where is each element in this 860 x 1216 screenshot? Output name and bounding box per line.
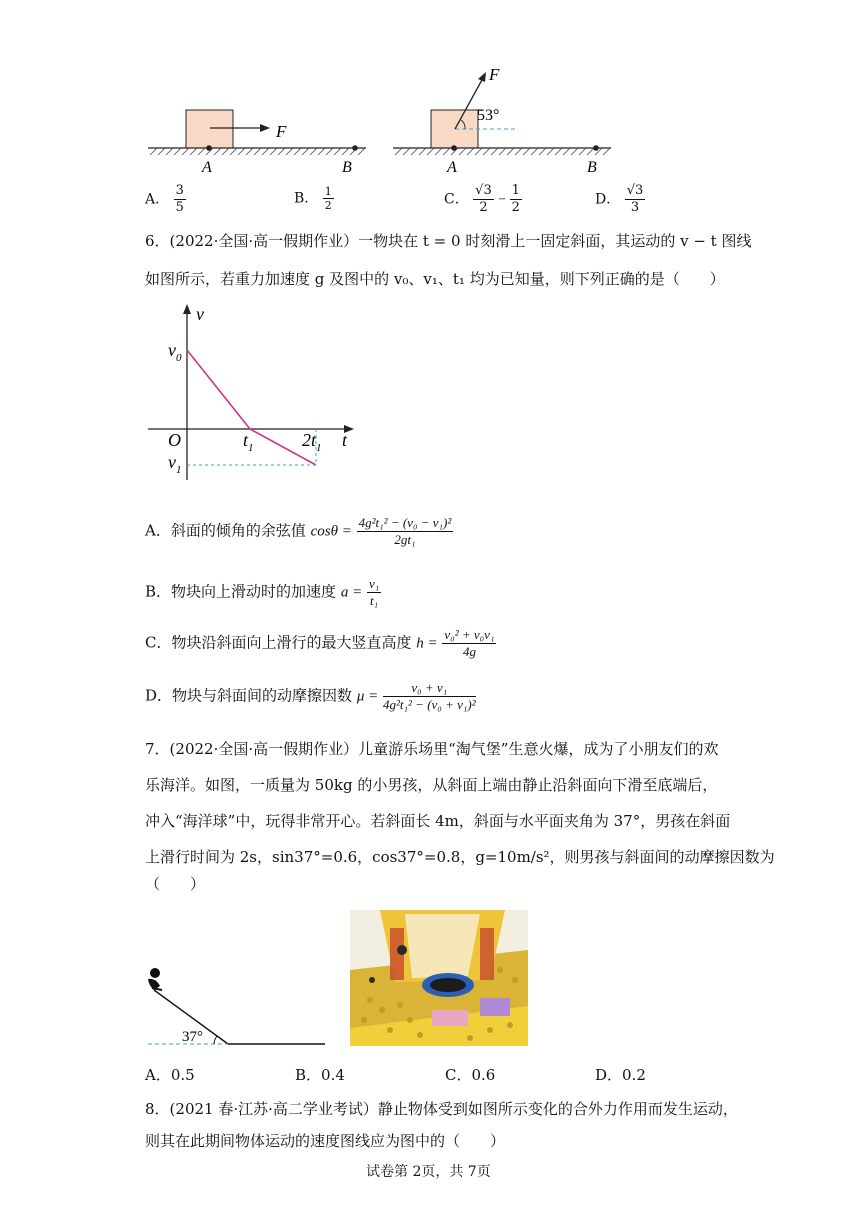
point-a-label: A <box>447 159 457 176</box>
origin-label: O <box>168 430 181 450</box>
option-c[interactable]: C． $\frac{√3}{2}$ − $\frac{1}{2}$ <box>444 183 520 215</box>
option-d[interactable]: D． $\frac{√3}{3}$ <box>595 183 644 215</box>
point-b-label: B <box>342 159 352 176</box>
v0-label: $v_0$ <box>168 340 182 364</box>
page-footer: 试卷第 2页，共 7页 <box>366 1164 491 1180</box>
q7-stem-line4: 上滑行时间为 2s，sin37°=0.6，cos37°=0.8，g=10m/s²，则男孩与斜面间的动摩擦因数为 <box>145 848 775 866</box>
vt-graph <box>140 300 370 485</box>
q6-option-d[interactable]: D．物块与斜面间的动摩擦因数 μ = $\frac{\text{v₀ + v₁}}{\text{4g²t₁² − (v₀ + v₁)²}}$ <box>145 680 476 712</box>
q7-stem-line2: 乐海洋。如图，一质量为 50kg 的小男孩，从斜面上端由静止沿斜面向下滑至底端后， <box>145 776 718 794</box>
q6-option-b[interactable]: B．物块向上滑动时的加速度 a = $\frac{\text{v₁}}{\text{t₁}}$ <box>145 576 380 608</box>
q6-stem-line1: 6．(2022·全国·高一假期作业）一物块在 t = 0 时刻滑上一固定斜面，其运动的 v − t 图线 <box>145 232 752 250</box>
option-a[interactable]: A． $\frac{3}{5}$ <box>145 183 184 215</box>
figure-block-horizontal-force <box>140 100 370 180</box>
q6-stem-line2: 如图所示，若重力加速度 g 及图中的 v₀、v₁、t₁ 均为已知量，则下列正确的是（ ） <box>145 270 725 288</box>
force-label: F <box>489 65 500 84</box>
q7-option-b[interactable]: B．0.4 <box>295 1066 345 1084</box>
q7-stem-line5: （ ） <box>145 875 206 893</box>
q6-option-a[interactable]: A．斜面的倾角的余弦值 cosθ = $\frac{\text{4g²t₁² − (v₀ − v₁)²}}{\text{2gt₁}}$ <box>145 515 452 547</box>
point-b-label: B <box>587 159 597 176</box>
angle-label: 53° <box>477 107 500 124</box>
option-b[interactable]: B． $\frac{1}{2}$ <box>294 185 332 212</box>
q7-option-a[interactable]: A．0.5 <box>145 1066 195 1084</box>
q8-stem-line1: 8．(2021 春·江苏·高二学业考试）静止物体受到如图所示变化的合外力作用而发生运动， <box>145 1100 738 1118</box>
v-axis-label: v <box>196 304 204 324</box>
point-a-label: A <box>202 159 212 176</box>
q6-option-c[interactable]: C．物块沿斜面向上滑行的最大竖直高度 h = $\frac{\text{v₀² + v₀v₁}}{4g}$ <box>145 627 495 659</box>
slide-diagram <box>140 880 340 1050</box>
t-axis-label: t <box>342 430 348 450</box>
q8-stem-line2: 则其在此期间物体运动的速度图线应为图中的（ ） <box>145 1132 506 1150</box>
figure-block-angled-force <box>385 62 615 180</box>
v1-label: $v_1$ <box>168 452 182 476</box>
q7-stem-line1: 7．(2022·全国·高一假期作业）儿童游乐场里“淘气堡”生意火爆，成为了小朋友们的欢 <box>145 740 719 758</box>
force-label: F <box>276 122 287 141</box>
2t1-label: $2t_1$ <box>302 430 322 454</box>
q7-stem-line3: 冲入“海洋球”中，玩得非常开心。若斜面长 4m，斜面与水平面夹角为 37°，男孩在斜面 <box>145 812 731 830</box>
q7-option-c[interactable]: C．0.6 <box>445 1066 496 1084</box>
slope-angle-label: 37° <box>182 1029 203 1045</box>
t1-label: $t_1$ <box>243 430 254 454</box>
q7-option-d[interactable]: D．0.2 <box>595 1066 646 1084</box>
playground-photo <box>350 910 528 1046</box>
